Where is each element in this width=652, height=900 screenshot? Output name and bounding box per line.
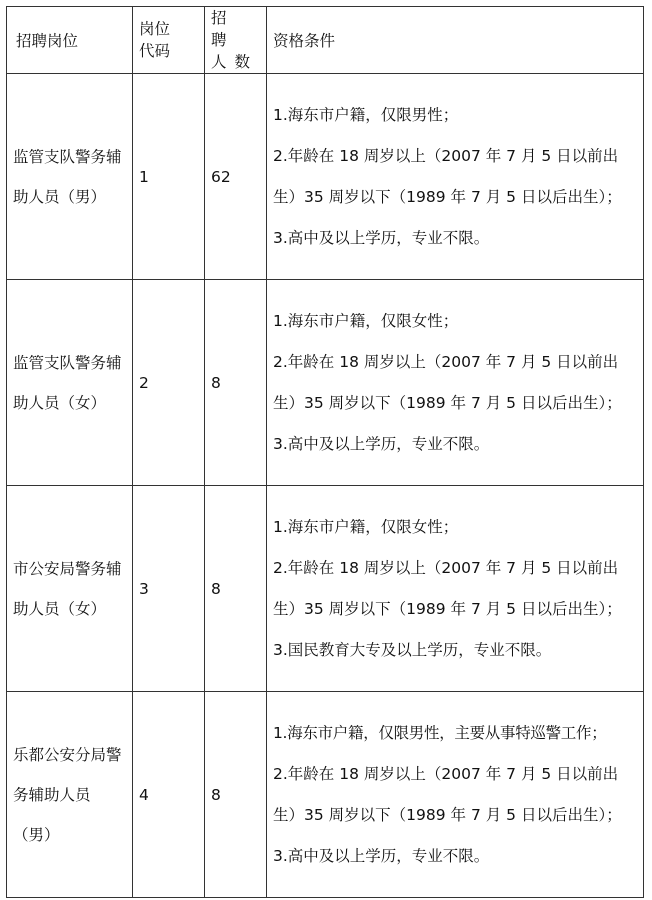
row-requirements <box>267 74 644 280</box>
row-count: 62 <box>205 74 267 280</box>
row-code: 2 <box>133 280 205 486</box>
requirement-item: 1.海东市户籍，仅限男性； <box>273 105 459 124</box>
row-requirements <box>267 486 644 692</box>
requirement-item: 2.年龄在 18 周岁以上（2007 年 7 月 5 日以前出生）35 周岁以下（1989 年 7 月 5 日以后出生）； <box>273 352 622 412</box>
requirement-item: 3.国民教育大专及以上学历，专业不限。 <box>273 640 552 659</box>
header-code-line1: 岗位 <box>139 20 171 38</box>
requirement-item: 2.年龄在 18 周岁以上（2007 年 7 月 5 日以前出生）35 周岁以下（1989 年 7 月 5 日以后出生）； <box>273 764 622 824</box>
header-count-line1: 招 聘 <box>211 9 235 49</box>
requirement-item: 3.高中及以上学历，专业不限。 <box>273 434 490 453</box>
requirement-item: 2.年龄在 18 周岁以上（2007 年 7 月 5 日以前出生）35 周岁以下（1989 年 7 月 5 日以后出生）； <box>273 146 622 206</box>
header-code <box>133 7 205 74</box>
row-count: 8 <box>205 486 267 692</box>
row-code: 3 <box>133 486 205 692</box>
row-position: 监管支队警务辅助人员（女） <box>7 280 133 486</box>
table-row <box>7 692 644 898</box>
requirement-item: 3.高中及以上学历，专业不限。 <box>273 228 490 247</box>
row-position: 监管支队警务辅助人员（男） <box>7 74 133 280</box>
row-code: 1 <box>133 74 205 280</box>
header-code-line2: 代码 <box>139 42 171 60</box>
table-row <box>7 74 644 280</box>
row-requirements <box>267 692 644 898</box>
requirement-item: 1.海东市户籍，仅限女性； <box>273 517 459 536</box>
row-code: 4 <box>133 692 205 898</box>
row-requirements <box>267 280 644 486</box>
requirement-item: 3.高中及以上学历，专业不限。 <box>273 846 490 865</box>
row-count: 8 <box>205 692 267 898</box>
requirement-item: 1.海东市户籍，仅限男性，主要从事特巡警工作； <box>273 723 607 742</box>
row-position: 市公安局警务辅助人员（女） <box>7 486 133 692</box>
requirement-item: 1.海东市户籍，仅限女性； <box>273 311 459 330</box>
table-row <box>7 280 644 486</box>
table-row <box>7 486 644 692</box>
header-position: 招聘岗位 <box>7 7 133 74</box>
recruitment-table <box>6 6 644 898</box>
header-requirements: 资格条件 <box>267 7 644 74</box>
table-header-row <box>7 7 644 74</box>
header-count-line2: 人数 <box>211 53 259 71</box>
requirement-item: 2.年龄在 18 周岁以上（2007 年 7 月 5 日以前出生）35 周岁以下（1989 年 7 月 5 日以后出生）； <box>273 558 622 618</box>
row-count: 8 <box>205 280 267 486</box>
row-position: 乐都公安分局警务辅助人员（男） <box>7 692 133 898</box>
header-count <box>205 7 267 74</box>
